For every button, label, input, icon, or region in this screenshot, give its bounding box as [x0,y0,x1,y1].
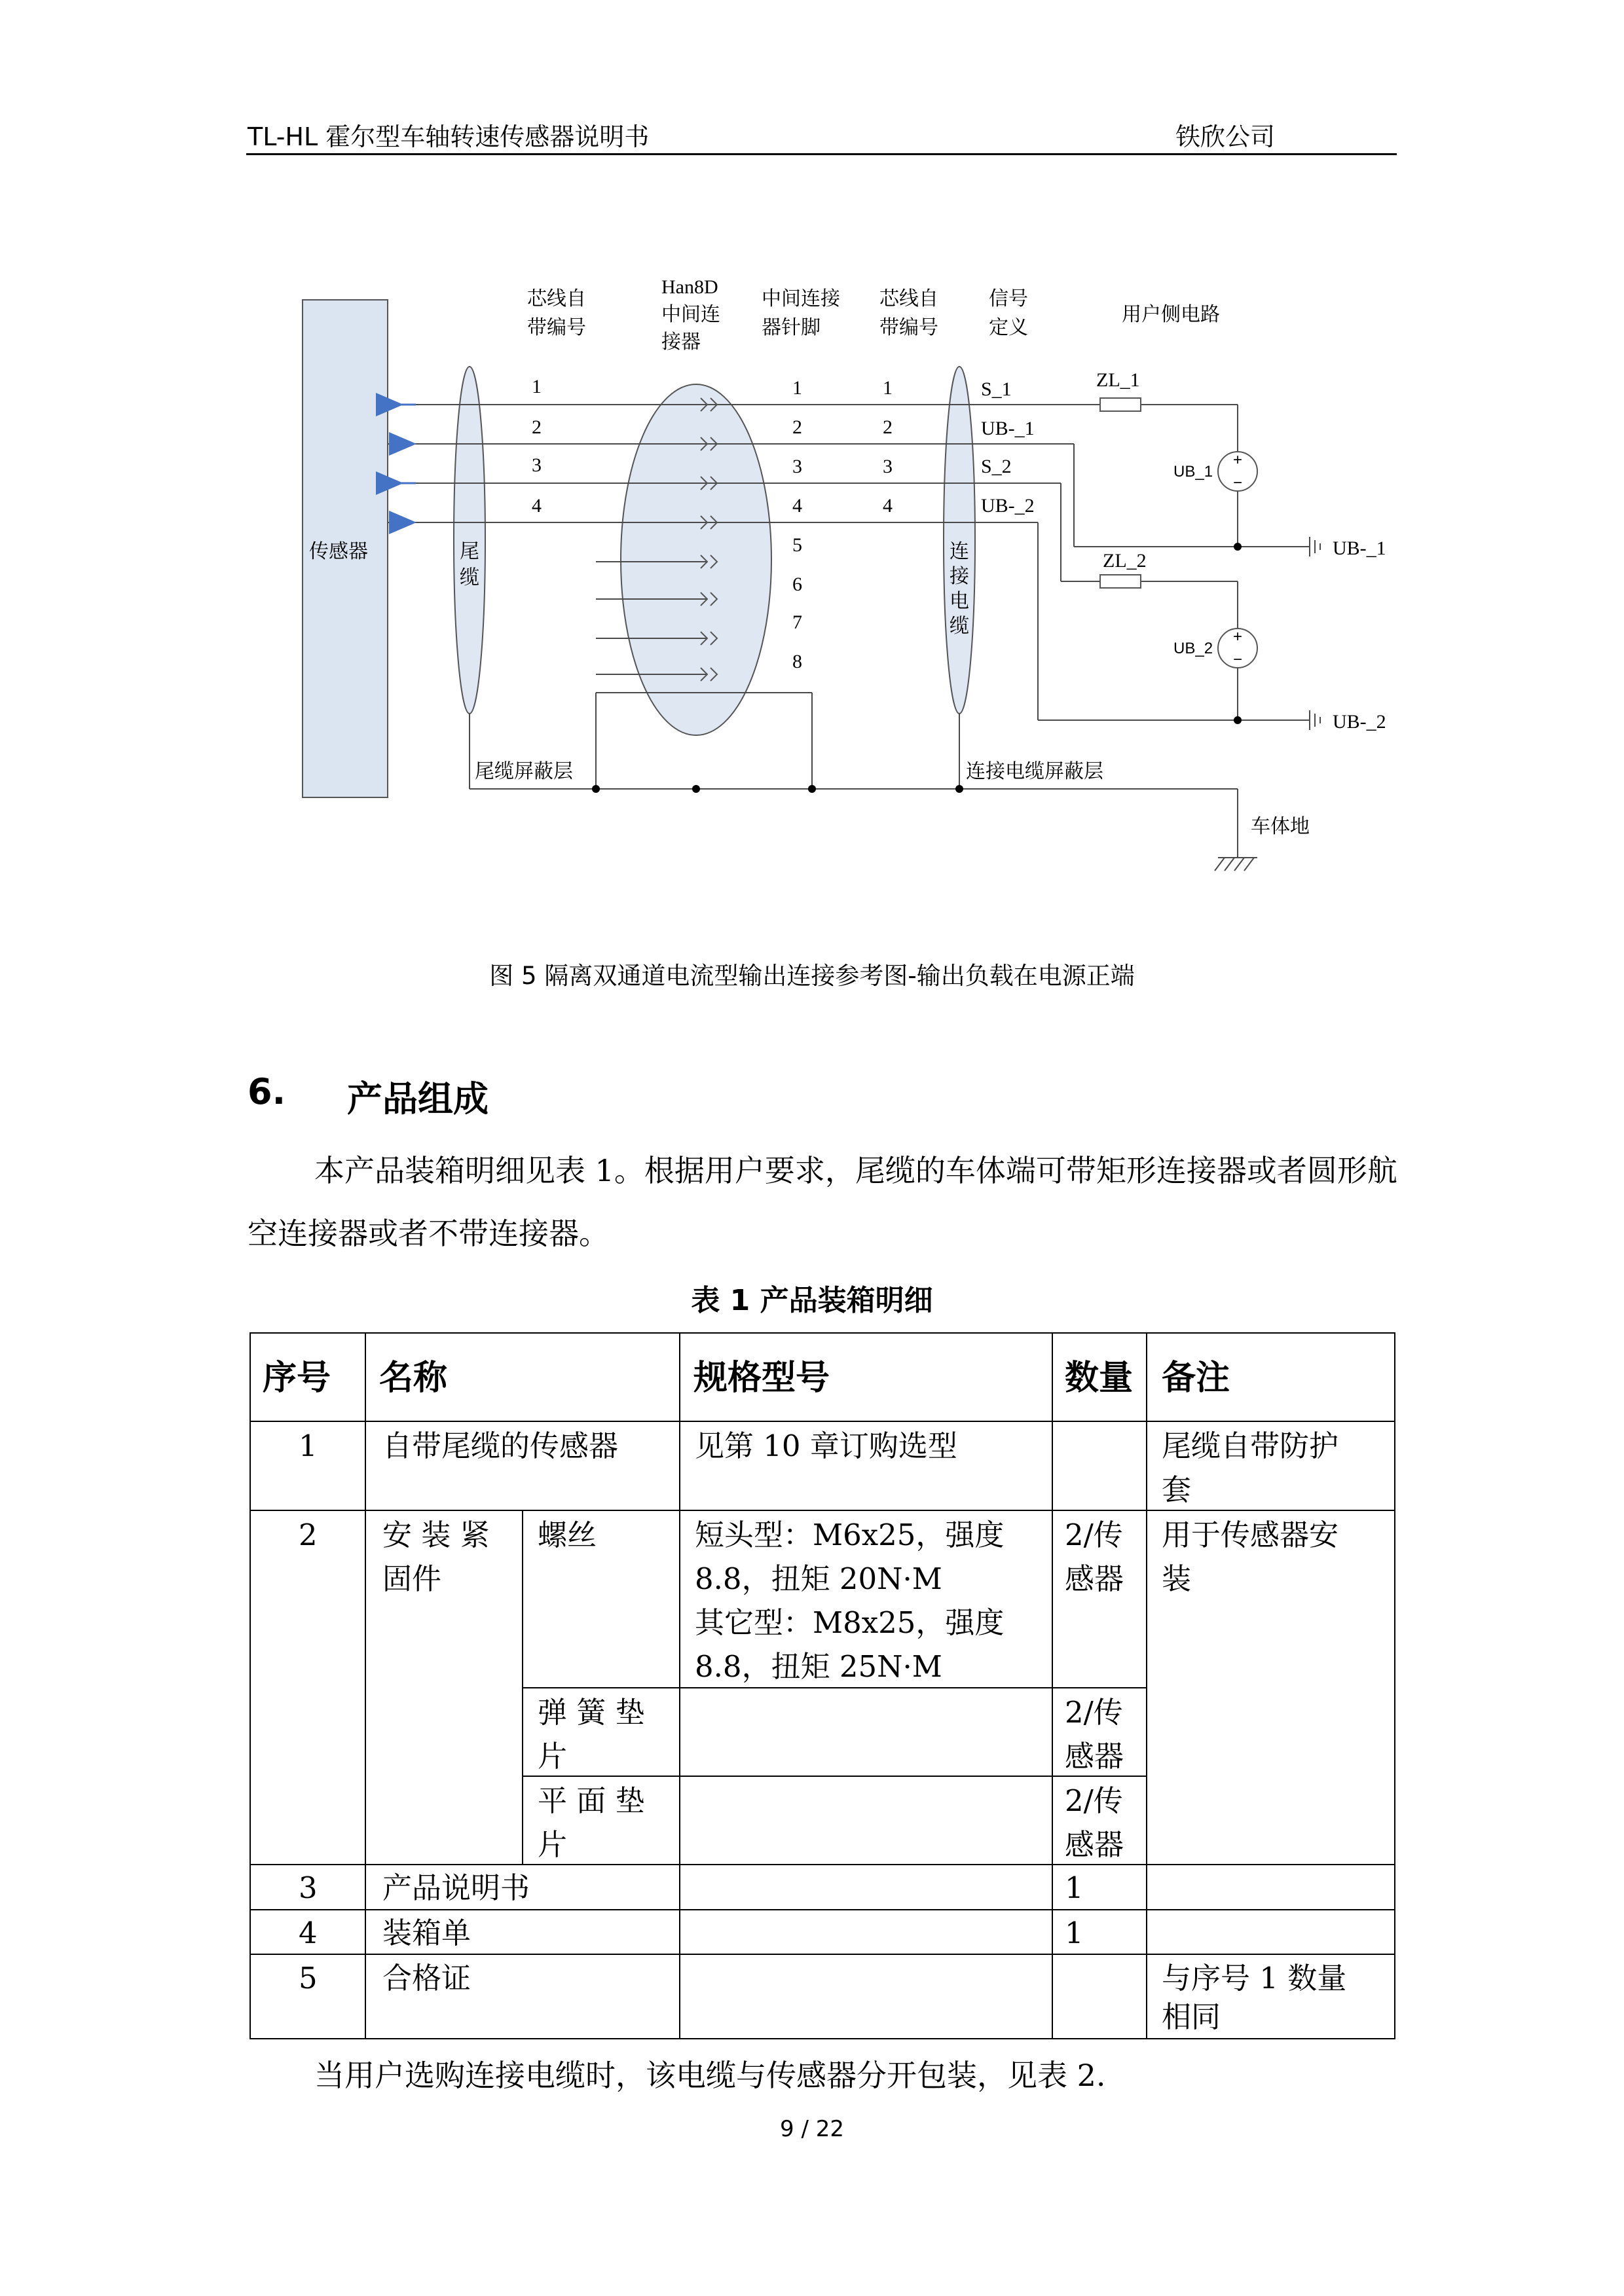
row2-sub2-name-2: 片 [538,1739,568,1774]
row2-sub1-spec-1: 短头型：M6x25，强度 [695,1518,1005,1552]
pin-no-7: 7 [792,611,802,633]
conn-cable-label-2: 接 [950,566,969,587]
row4-no: 4 [299,1916,318,1950]
left-no-2: 2 [532,416,542,438]
han8d-ellipse [621,384,771,735]
connecting-cable-ellipse [944,367,975,714]
chassis-label: 车体地 [1251,816,1310,837]
col-han8d-c: 接器 [661,331,701,353]
col-core-no-2b: 带编号 [879,317,938,338]
right-no-2: 2 [883,416,893,438]
row5-note-2: 相同 [1162,1999,1221,2034]
col-mid-pin-b: 器针脚 [762,317,821,338]
row3-qty: 1 [1065,1870,1084,1905]
row5-name: 合格证 [382,1961,471,1995]
user-circuit-wires [976,405,1320,730]
pin-no-5: 5 [792,534,802,556]
section-title: 产品组成 [347,1078,489,1120]
row2-sub2-qty-1: 2/传 [1065,1695,1123,1730]
junction-dot [592,785,600,793]
header-cell-note: 备注 [1162,1358,1230,1398]
conn-shield-label: 连接电缆屏蔽层 [966,761,1103,782]
pin-no-6: 6 [792,574,802,595]
body-paragraph: 本产品装箱明细见表 1。根据用户要求，尾缆的车体端可带矩形连接器或者圆形航空连接器或者不带连接器。 [248,1153,1397,1251]
row2-sub1-qty-2: 感器 [1065,1561,1124,1596]
tail-cable-label-2: 缆 [460,567,479,589]
row5-note-1: 与序号 1 数量 [1162,1961,1347,1995]
signal-ub2: UB-_2 [981,495,1035,517]
conn-cable-label-3: 电 [950,591,969,612]
conn-cable-label-1: 连 [950,541,969,562]
col-signal-a: 信号 [989,288,1028,310]
right-no-3: 3 [883,456,893,477]
right-no-1: 1 [883,377,893,399]
row2-note-2: 装 [1162,1561,1192,1596]
col-mid-pin-a: 中间连接 [762,288,840,310]
row1-name: 自带尾缆的传感器 [382,1429,619,1463]
right-no-4: 4 [883,495,893,517]
row2-sub3-name-1: 平 面 垫 [538,1783,645,1818]
row2-sub3-qty-2: 感器 [1065,1827,1124,1862]
row2-sub3-name-2: 片 [538,1827,568,1862]
direction-arrows [393,405,416,522]
header-cell-name: 名称 [379,1358,448,1398]
gnd2-label: UB-_2 [1333,711,1386,733]
junction-dot [1234,716,1242,724]
row2-sub2-qty-2: 感器 [1065,1739,1124,1774]
row1-note-2: 套 [1162,1472,1192,1507]
pin-no-1: 1 [792,377,802,399]
page-number: 9 / 22 [780,2116,844,2142]
row2-note-1: 用于传感器安 [1162,1518,1339,1552]
ub2-plus: + [1233,628,1243,646]
row3-no: 3 [299,1870,318,1905]
row2-sub1-spec-4: 8.8，扭矩 25N·M [695,1649,942,1684]
junction-dot [955,785,963,793]
ub1-minus: − [1233,474,1243,492]
tail-cable-label-1: 尾 [460,541,479,562]
tail-cable-ellipse [454,367,485,714]
header-cell-no: 序号 [263,1358,331,1398]
resistor-zl2 [1100,575,1141,588]
row2-sub1-qty-1: 2/传 [1065,1518,1123,1552]
ub2-label: UB_2 [1173,640,1213,657]
col-core-no-1a: 芯线自 [527,288,586,310]
row2-name-1: 安 装 紧 [382,1518,490,1552]
shield-wires [470,693,1257,871]
pin-no-2: 2 [792,416,802,438]
col-user-circuit: 用户侧电路 [1122,304,1220,325]
row1-no: 1 [299,1429,318,1463]
figure-caption: 图 5 隔离双通道电流型输出连接参考图-输出负载在电源正端 [489,962,1135,990]
packing-table [249,1332,1395,2039]
tail-shield-label: 尾缆屏蔽层 [475,761,573,782]
row2-sub1-spec-2: 8.8，扭矩 20N·M [695,1561,942,1596]
pin-no-8: 8 [792,651,802,672]
wiring-diagram [282,262,1428,890]
col-signal-b: 定义 [989,317,1028,338]
body-paragraph-2: 当用户选购连接电缆时，该电缆与传感器分开包装，见表 2. [314,2058,1106,2093]
left-no-4: 4 [532,495,542,517]
gnd1-label: UB-_1 [1333,538,1386,559]
pin-no-4: 4 [792,495,802,517]
resistor-zl1 [1100,398,1141,411]
ub1-plus: + [1233,451,1243,469]
row2-sub1-spec-3: 其它型：M8x25，强度 [695,1605,1005,1640]
conn-cable-label-4: 缆 [950,615,969,637]
row4-qty: 1 [1065,1916,1084,1950]
ub2-minus: − [1233,651,1243,668]
table-caption: 表 1 产品装箱明细 [691,1284,933,1317]
zl1-label: ZL_1 [1096,369,1140,391]
junction-dot [808,785,816,793]
row2-sub2-name-1: 弹 簧 垫 [538,1695,645,1730]
row2-no: 2 [299,1518,318,1552]
sensor-label: 传感器 [309,541,368,562]
row4-name: 装箱单 [382,1916,471,1950]
junction-dot [1234,543,1242,551]
header-company: 铁欣公司 [1175,122,1276,151]
row2-name-2: 固件 [382,1561,442,1596]
signal-ub1: UB-_1 [981,418,1035,439]
col-core-no-1b: 带编号 [527,317,586,338]
row1-spec: 见第 10 章订购选型 [695,1429,957,1463]
section-number: 6. [248,1071,286,1112]
row1-note-1: 尾缆自带防护 [1162,1429,1339,1463]
zl2-label: ZL_2 [1103,550,1147,572]
col-han8d-b: 中间连 [661,304,720,325]
row5-no: 5 [299,1961,318,1995]
col-han8d-a: Han8D [661,276,718,298]
left-no-1: 1 [532,376,542,397]
header-rule [246,153,1397,155]
col-core-no-2a: 芯线自 [879,288,938,310]
header-cell-spec: 规格型号 [693,1358,830,1398]
pin-no-3: 3 [792,456,802,477]
header-cell-qty: 数量 [1065,1358,1134,1398]
row2-sub3-qty-1: 2/传 [1065,1783,1123,1818]
signal-s2: S_2 [981,456,1012,477]
ub1-label: UB_1 [1173,463,1213,481]
signal-s1: S_1 [981,378,1012,400]
junction-dot [692,785,700,793]
left-no-3: 3 [532,454,542,476]
header-document-title: TL-HL 霍尔型车轴转速传感器说明书 [248,122,650,151]
row2-sub1-name: 螺丝 [538,1518,597,1552]
row3-name: 产品说明书 [382,1870,530,1905]
